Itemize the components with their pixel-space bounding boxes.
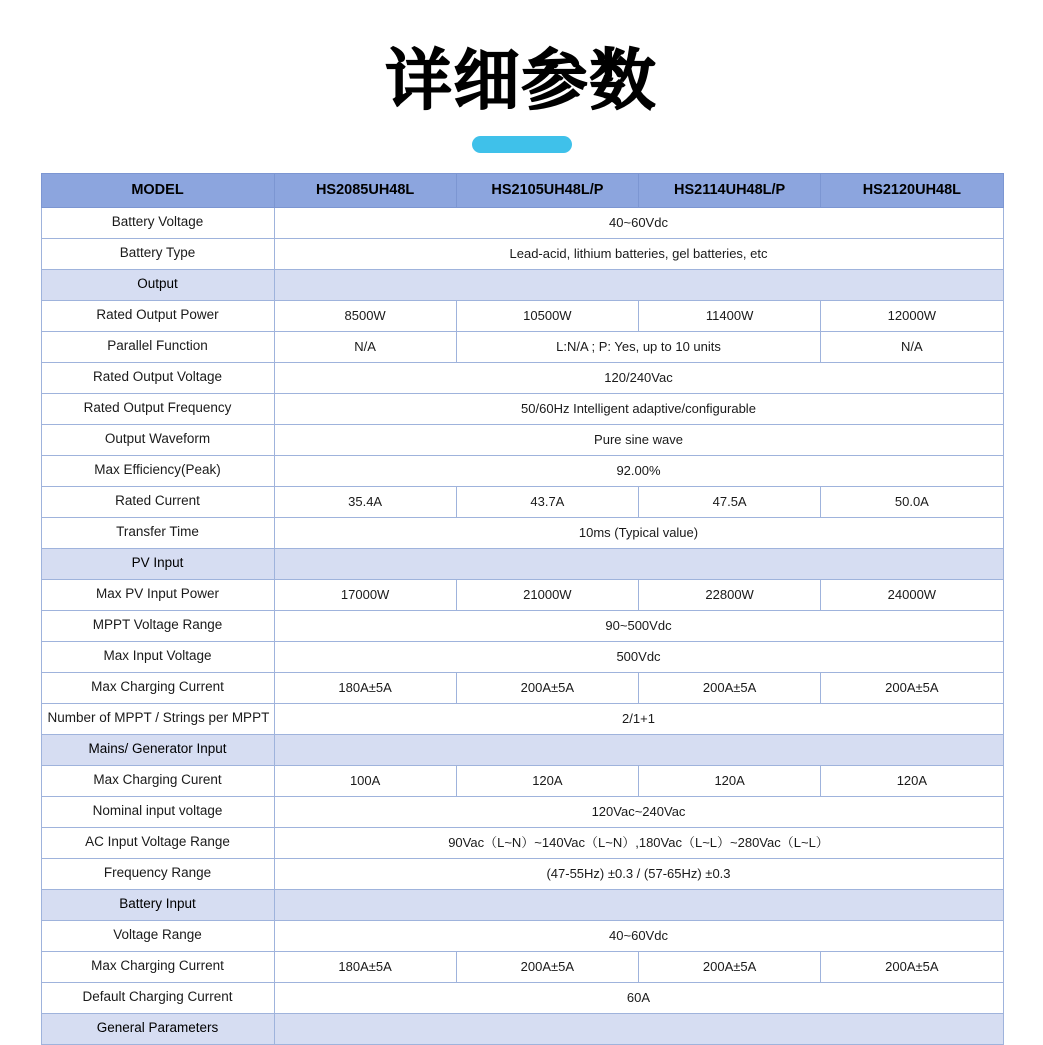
row-label: Max PV Input Power — [41, 579, 274, 610]
table-row — [41, 920, 1003, 951]
row-value-merged: 60A — [274, 982, 1003, 1013]
column-header-model-3: HS2114UH48L/P — [639, 173, 821, 207]
row-value-merged: (47-55Hz) ±0.3 / (57-65Hz) ±0.3 — [274, 858, 1003, 889]
table-row — [41, 796, 1003, 827]
row-value: 200A±5A — [639, 672, 821, 703]
table-row — [41, 424, 1003, 455]
row-label: Battery Voltage — [41, 207, 274, 238]
section-label: Battery Input — [41, 889, 274, 920]
table-row — [41, 672, 1003, 703]
title-underline-wrap — [0, 136, 1043, 153]
row-value-merged: 40~60Vdc — [274, 207, 1003, 238]
table-row — [41, 362, 1003, 393]
row-label: Rated Current — [41, 486, 274, 517]
table-section-row — [41, 1013, 1003, 1044]
row-label: Output Waveform — [41, 424, 274, 455]
row-label: Rated Output Frequency — [41, 393, 274, 424]
table-row — [41, 610, 1003, 641]
row-value: 200A±5A — [456, 951, 638, 982]
row-label: Nominal input voltage — [41, 796, 274, 827]
table-row — [41, 765, 1003, 796]
row-label: Max Efficiency(Peak) — [41, 455, 274, 486]
row-value: 200A±5A — [821, 951, 1003, 982]
table-row — [41, 238, 1003, 269]
row-value-merged: Pure sine wave — [274, 424, 1003, 455]
row-value: 200A±5A — [639, 951, 821, 982]
row-value-merged: 10ms (Typical value) — [274, 517, 1003, 548]
row-value: 10500W — [456, 300, 638, 331]
table-row — [41, 579, 1003, 610]
row-value: 17000W — [274, 579, 456, 610]
row-value-merged: 500Vdc — [274, 641, 1003, 672]
section-spacer — [274, 269, 1003, 300]
row-value: 35.4A — [274, 486, 456, 517]
table-row — [41, 858, 1003, 889]
section-spacer — [274, 734, 1003, 765]
row-value: N/A — [274, 331, 456, 362]
row-label: Parallel Function — [41, 331, 274, 362]
row-label: Frequency Range — [41, 858, 274, 889]
row-value: 24000W — [821, 579, 1003, 610]
table-body — [41, 207, 1003, 1044]
row-value: 47.5A — [639, 486, 821, 517]
row-label: Default Charging Current — [41, 982, 274, 1013]
section-spacer — [274, 889, 1003, 920]
table-section-row — [41, 889, 1003, 920]
page-title: 详细参数 — [385, 42, 658, 119]
table-row — [41, 300, 1003, 331]
row-value-merged: 2/1+1 — [274, 703, 1003, 734]
table-row — [41, 827, 1003, 858]
title-block — [0, 0, 1043, 153]
row-value-merged: 90~500Vdc — [274, 610, 1003, 641]
table-row — [41, 951, 1003, 982]
row-value: 200A±5A — [456, 672, 638, 703]
row-label: Max Charging Current — [41, 951, 274, 982]
row-value-merged: 40~60Vdc — [274, 920, 1003, 951]
column-header-model-1: HS2085UH48L — [274, 173, 456, 207]
row-label: AC Input Voltage Range — [41, 827, 274, 858]
row-value: 43.7A — [456, 486, 638, 517]
row-value: 120A — [456, 765, 638, 796]
table-row — [41, 703, 1003, 734]
table-row — [41, 982, 1003, 1013]
section-label: Mains/ Generator Input — [41, 734, 274, 765]
row-value-merged: 92.00% — [274, 455, 1003, 486]
spec-table-wrap — [41, 173, 1003, 1045]
row-value: 200A±5A — [821, 672, 1003, 703]
row-value: N/A — [821, 331, 1003, 362]
table-row — [41, 641, 1003, 672]
table-header — [41, 173, 1003, 207]
section-label: PV Input — [41, 548, 274, 579]
row-value: 50.0A — [821, 486, 1003, 517]
row-value: 100A — [274, 765, 456, 796]
table-row — [41, 207, 1003, 238]
row-value-merged: 50/60Hz Intelligent adaptive/configurable — [274, 393, 1003, 424]
column-header-model: MODEL — [41, 173, 274, 207]
row-value-merged: 120/240Vac — [274, 362, 1003, 393]
column-header-model-4: HS2120UH48L — [821, 173, 1003, 207]
section-label: General Parameters — [41, 1013, 274, 1044]
row-value: 120A — [639, 765, 821, 796]
table-header-row — [41, 173, 1003, 207]
row-label: Transfer Time — [41, 517, 274, 548]
row-value: L:N/A ; P: Yes, up to 10 units — [456, 331, 821, 362]
row-label: Battery Type — [41, 238, 274, 269]
section-spacer — [274, 1013, 1003, 1044]
column-header-model-2: HS2105UH48L/P — [456, 173, 638, 207]
row-value: 22800W — [639, 579, 821, 610]
row-label: Max Charging Current — [41, 672, 274, 703]
row-value: 180A±5A — [274, 672, 456, 703]
table-row — [41, 455, 1003, 486]
table-section-row — [41, 734, 1003, 765]
row-value: 21000W — [456, 579, 638, 610]
row-label: Rated Output Voltage — [41, 362, 274, 393]
row-value-merged: Lead-acid, lithium batteries, gel batteries, etc — [274, 238, 1003, 269]
table-section-row — [41, 269, 1003, 300]
row-label: MPPT Voltage Range — [41, 610, 274, 641]
row-label: Rated Output Power — [41, 300, 274, 331]
table-row — [41, 517, 1003, 548]
row-value: 12000W — [821, 300, 1003, 331]
row-value-merged: 120Vac~240Vac — [274, 796, 1003, 827]
row-label: Max Charging Curent — [41, 765, 274, 796]
row-label: Max Input Voltage — [41, 641, 274, 672]
row-value-merged: 90Vac（L~N）~140Vac（L~N）,180Vac（L~L）~280Vac（L~L） — [274, 827, 1003, 858]
table-row — [41, 486, 1003, 517]
title-accent-pill — [472, 136, 572, 153]
section-label: Output — [41, 269, 274, 300]
row-label: Number of MPPT / Strings per MPPT — [41, 703, 274, 734]
row-value: 120A — [821, 765, 1003, 796]
row-label: Voltage Range — [41, 920, 274, 951]
row-value: 8500W — [274, 300, 456, 331]
section-spacer — [274, 548, 1003, 579]
table-row — [41, 331, 1003, 362]
row-value: 180A±5A — [274, 951, 456, 982]
table-section-row — [41, 548, 1003, 579]
specification-table — [41, 173, 1004, 1045]
table-row — [41, 393, 1003, 424]
row-value: 11400W — [639, 300, 821, 331]
